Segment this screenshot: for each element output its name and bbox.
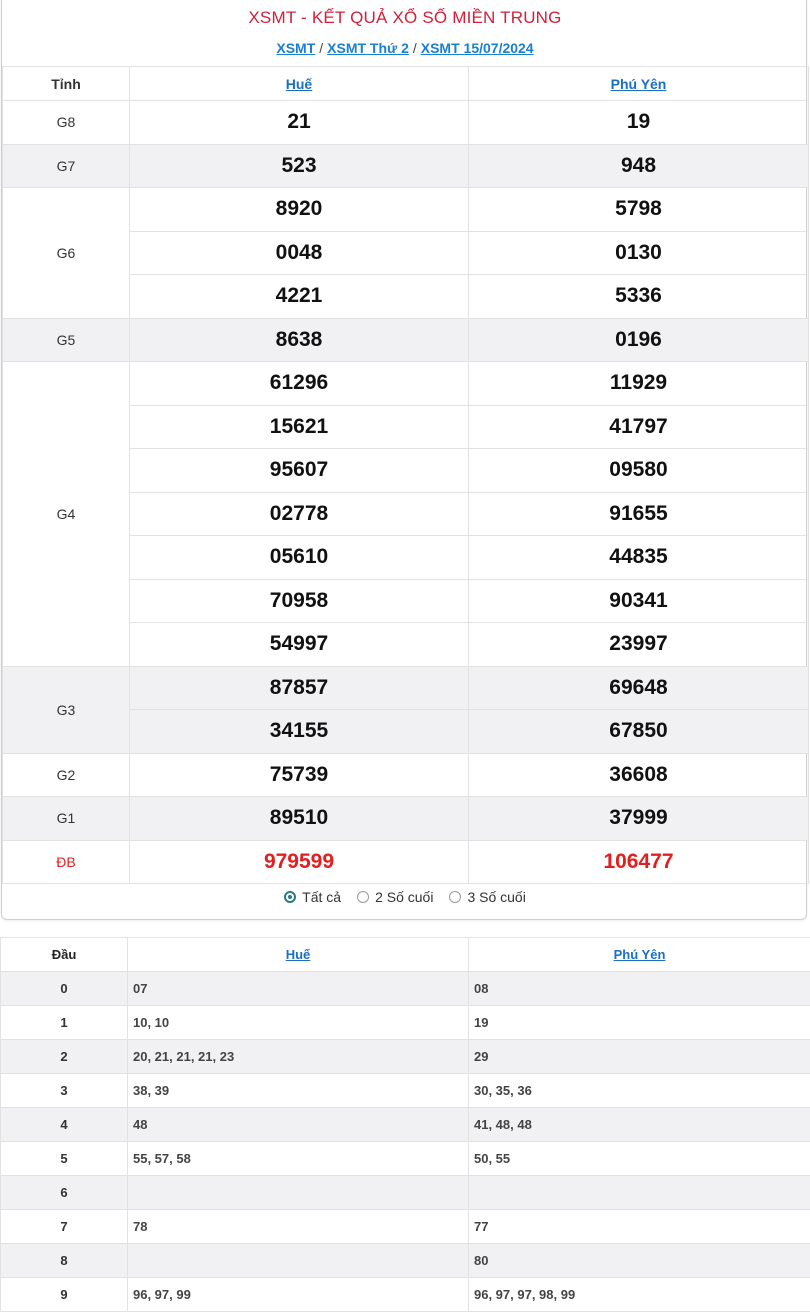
prize-number: 8920 bbox=[130, 188, 469, 232]
header-province-1 bbox=[130, 67, 469, 101]
dau-values: 19 bbox=[469, 1006, 810, 1040]
radio-unchecked-icon[interactable] bbox=[357, 891, 369, 903]
breadcrumb-date[interactable]: XSMT 15/07/2024 bbox=[421, 40, 534, 56]
breadcrumb-separator: / bbox=[319, 40, 323, 56]
dau-row bbox=[1, 1142, 810, 1176]
dau-row bbox=[1, 1210, 810, 1244]
prize-number: 95607 bbox=[130, 449, 469, 493]
prize-row bbox=[3, 362, 809, 406]
dau-province-link-phu-yen[interactable]: Phú Yên bbox=[614, 947, 666, 962]
prize-label: G4 bbox=[3, 362, 130, 667]
dau-values: 10, 10 bbox=[128, 1006, 469, 1040]
prize-row bbox=[3, 797, 809, 841]
dau-header-label: Đầu bbox=[1, 938, 128, 972]
dau-head-digit: 1 bbox=[1, 1006, 128, 1040]
dau-row bbox=[1, 1006, 810, 1040]
page-title: XSMT - KẾT QUẢ XỔ SỐ MIỀN TRUNG bbox=[2, 8, 808, 28]
results-header-row bbox=[3, 67, 809, 101]
prize-number: 11929 bbox=[469, 362, 809, 406]
prize-number: 90341 bbox=[469, 579, 809, 623]
dau-values bbox=[128, 1176, 469, 1210]
prize-number: 4221 bbox=[130, 275, 469, 319]
prize-label: G6 bbox=[3, 188, 130, 319]
prize-number: 61296 bbox=[130, 362, 469, 406]
prize-label: G7 bbox=[3, 144, 130, 188]
prize-number: 19 bbox=[469, 101, 809, 145]
dau-header-row bbox=[1, 938, 810, 972]
dau-values: 07 bbox=[128, 972, 469, 1006]
header-province-label: Tỉnh bbox=[3, 67, 130, 101]
header-province-2 bbox=[469, 67, 809, 101]
dau-values: 96, 97, 97, 98, 99 bbox=[469, 1278, 810, 1312]
radio-checked-icon[interactable] bbox=[284, 891, 296, 903]
dau-values: 55, 57, 58 bbox=[128, 1142, 469, 1176]
prize-number: 15621 bbox=[130, 405, 469, 449]
dau-values: 29 bbox=[469, 1040, 810, 1074]
breadcrumb-separator: / bbox=[413, 40, 417, 56]
dau-row bbox=[1, 1176, 810, 1210]
prize-number: 87857 bbox=[130, 666, 469, 710]
prize-row bbox=[3, 318, 809, 362]
prize-number: 5798 bbox=[469, 188, 809, 232]
prize-number: 91655 bbox=[469, 492, 809, 536]
prize-label: G3 bbox=[3, 666, 130, 753]
prize-number: 41797 bbox=[469, 405, 809, 449]
prize-number: 02778 bbox=[130, 492, 469, 536]
dau-values: 20, 21, 21, 21, 23 bbox=[128, 1040, 469, 1074]
dau-head-digit: 8 bbox=[1, 1244, 128, 1278]
prize-label: G2 bbox=[3, 753, 130, 797]
dau-row bbox=[1, 1074, 810, 1108]
prize-number: 106477 bbox=[469, 840, 809, 884]
filter-radio-label: 2 Số cuối bbox=[375, 889, 433, 905]
prize-row bbox=[3, 666, 809, 710]
filter-radio-label: Tất cả bbox=[302, 889, 341, 905]
digit-filter bbox=[2, 889, 808, 906]
province-link-phu-yen[interactable]: Phú Yên bbox=[611, 76, 667, 92]
prize-number: 23997 bbox=[469, 623, 809, 667]
results-card bbox=[1, 0, 807, 920]
prize-number: 948 bbox=[469, 144, 809, 188]
prize-row bbox=[3, 840, 809, 884]
filter-radio-option[interactable] bbox=[449, 889, 525, 905]
dau-values: 48 bbox=[128, 1108, 469, 1142]
prize-number: 0048 bbox=[130, 231, 469, 275]
filter-radio-option[interactable] bbox=[284, 889, 341, 905]
dau-row bbox=[1, 972, 810, 1006]
prize-row bbox=[3, 101, 809, 145]
breadcrumb-xsmt[interactable]: XSMT bbox=[276, 40, 315, 56]
prize-number: 09580 bbox=[469, 449, 809, 493]
prize-number: 37999 bbox=[469, 797, 809, 841]
prize-number: 67850 bbox=[469, 710, 809, 754]
dau-head-digit: 3 bbox=[1, 1074, 128, 1108]
prize-number: 0130 bbox=[469, 231, 809, 275]
dau-values: 80 bbox=[469, 1244, 810, 1278]
prize-number: 0196 bbox=[469, 318, 809, 362]
dau-values: 30, 35, 36 bbox=[469, 1074, 810, 1108]
prize-number: 523 bbox=[130, 144, 469, 188]
dau-row bbox=[1, 1278, 810, 1312]
prize-label: ĐB bbox=[3, 840, 130, 884]
dau-head-digit: 7 bbox=[1, 1210, 128, 1244]
breadcrumb bbox=[2, 40, 808, 56]
breadcrumb-xsmt-thu2[interactable]: XSMT Thứ 2 bbox=[327, 40, 409, 56]
prize-number: 34155 bbox=[130, 710, 469, 754]
prize-number: 36608 bbox=[469, 753, 809, 797]
dau-head-digit: 6 bbox=[1, 1176, 128, 1210]
prize-number: 54997 bbox=[130, 623, 469, 667]
dau-values: 78 bbox=[128, 1210, 469, 1244]
dau-values: 38, 39 bbox=[128, 1074, 469, 1108]
prize-label: G5 bbox=[3, 318, 130, 362]
prize-row bbox=[3, 144, 809, 188]
prize-number: 44835 bbox=[469, 536, 809, 580]
dau-table bbox=[0, 937, 810, 1312]
dau-values: 50, 55 bbox=[469, 1142, 810, 1176]
prize-row bbox=[3, 188, 809, 232]
dau-values: 41, 48, 48 bbox=[469, 1108, 810, 1142]
province-link-hue[interactable]: Huế bbox=[286, 76, 312, 92]
prize-number: 21 bbox=[130, 101, 469, 145]
dau-values: 08 bbox=[469, 972, 810, 1006]
prize-row bbox=[3, 753, 809, 797]
dau-values: 96, 97, 99 bbox=[128, 1278, 469, 1312]
prize-number: 05610 bbox=[130, 536, 469, 580]
dau-header-province-1 bbox=[128, 938, 469, 972]
prize-number: 979599 bbox=[130, 840, 469, 884]
prize-number: 75739 bbox=[130, 753, 469, 797]
prize-label: G8 bbox=[3, 101, 130, 145]
dau-head-digit: 2 bbox=[1, 1040, 128, 1074]
dau-head-digit: 5 bbox=[1, 1142, 128, 1176]
prize-label: G1 bbox=[3, 797, 130, 841]
dau-values bbox=[469, 1176, 810, 1210]
dau-row bbox=[1, 1244, 810, 1278]
radio-unchecked-icon[interactable] bbox=[449, 891, 461, 903]
dau-head-digit: 0 bbox=[1, 972, 128, 1006]
dau-row bbox=[1, 1040, 810, 1074]
filter-radio-label: 3 Số cuối bbox=[467, 889, 525, 905]
prize-number: 5336 bbox=[469, 275, 809, 319]
prize-number: 69648 bbox=[469, 666, 809, 710]
dau-header-province-2 bbox=[469, 938, 810, 972]
dau-values bbox=[128, 1244, 469, 1278]
results-table bbox=[2, 66, 809, 884]
dau-values: 77 bbox=[469, 1210, 810, 1244]
dau-head-digit: 9 bbox=[1, 1278, 128, 1312]
dau-province-link-hue[interactable]: Huế bbox=[286, 947, 311, 962]
dau-row bbox=[1, 1108, 810, 1142]
prize-number: 70958 bbox=[130, 579, 469, 623]
prize-number: 89510 bbox=[130, 797, 469, 841]
filter-radio-option[interactable] bbox=[357, 889, 433, 905]
prize-number: 8638 bbox=[130, 318, 469, 362]
dau-head-digit: 4 bbox=[1, 1108, 128, 1142]
